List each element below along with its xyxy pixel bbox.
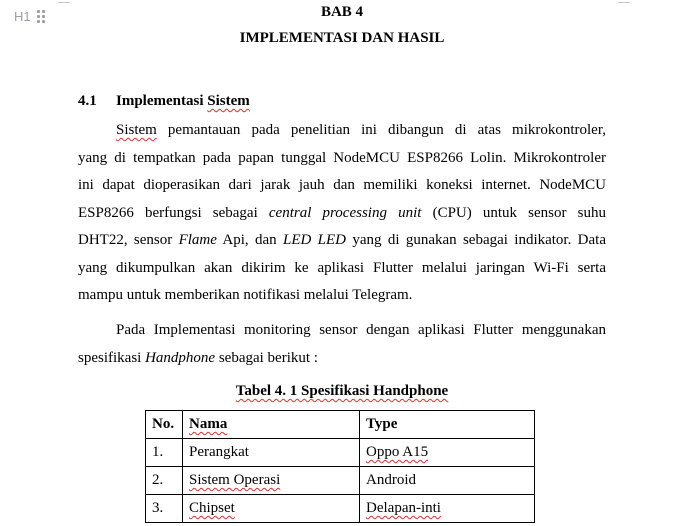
header-nama: Nama	[183, 411, 360, 439]
chapter-label: BAB 4	[320, 4, 364, 20]
section-title-word1: Implementasi	[116, 93, 204, 109]
section-heading	[78, 93, 250, 110]
header-no: No.	[146, 411, 183, 439]
paragraph-line: spesifikasi Handphone sebagai berikut :	[78, 349, 318, 366]
margin-mark-right	[618, 2, 630, 3]
table-row	[146, 495, 535, 523]
table-caption: Tabel 4. 1 Spesifikasi Handphone	[235, 383, 449, 399]
section-title-word2: Sistem	[207, 93, 250, 109]
table-row	[146, 467, 535, 495]
paragraph-line: ESP8266 berfungsi sebagai central processing unit (CPU) untuk sensor suhu	[78, 204, 606, 221]
cell-type: Delapan-inti	[360, 495, 535, 523]
cell-nama: Chipset	[183, 495, 360, 523]
cell-nama: Sistem Operasi	[183, 467, 360, 495]
section-number: 4.1	[78, 93, 97, 109]
cell-no: 2.	[146, 467, 183, 495]
paragraph-line: DHT22, sensor Flame Api, dan LED LED yang di gunakan sebagai indikator. Data	[78, 232, 606, 248]
margin-mark-left	[58, 2, 70, 3]
paragraph-line: yang dikumpulkan akan dikirim ke aplikasi Flutter melalui jaringan Wi-Fi serta	[78, 259, 606, 276]
paragraph-line: Pada Implementasi monitoring sensor dengan aplikasi Flutter menggunakan	[116, 322, 606, 338]
drag-handle-icon[interactable]	[37, 10, 45, 23]
header-type: Type	[360, 411, 535, 439]
paragraph-line: mampu untuk memberikan notifikasi melalui Telegram.	[78, 287, 413, 303]
cell-nama: Perangkat	[183, 439, 360, 467]
paragraph-line: yang di tempatkan pada papan tunggal NodeMCU ESP8266 Lolin. Mikrokontroler	[78, 149, 606, 166]
table-row	[146, 439, 535, 467]
table-header-row	[146, 411, 535, 439]
chapter-title: IMPLEMENTASI DAN HASIL	[239, 30, 445, 46]
cell-no: 3.	[146, 495, 183, 523]
heading-style-icon[interactable]: H1	[14, 8, 31, 24]
paragraph-line: ini dapat dioperasikan dari jarak jauh dan memiliki koneksi internet. NodeMCU	[78, 177, 606, 193]
paragraph-implementation	[78, 317, 606, 372]
paragraph-system	[78, 117, 606, 310]
paragraph-line: Sistem pemantauan pada penelitian ini dibangun di atas mikrokontroler,	[116, 122, 606, 138]
spec-table	[145, 410, 535, 523]
cell-type: Android	[360, 467, 535, 495]
block-toolbar	[14, 6, 45, 26]
cell-no: 1.	[146, 439, 183, 467]
cell-type: Oppo A15	[360, 439, 535, 467]
